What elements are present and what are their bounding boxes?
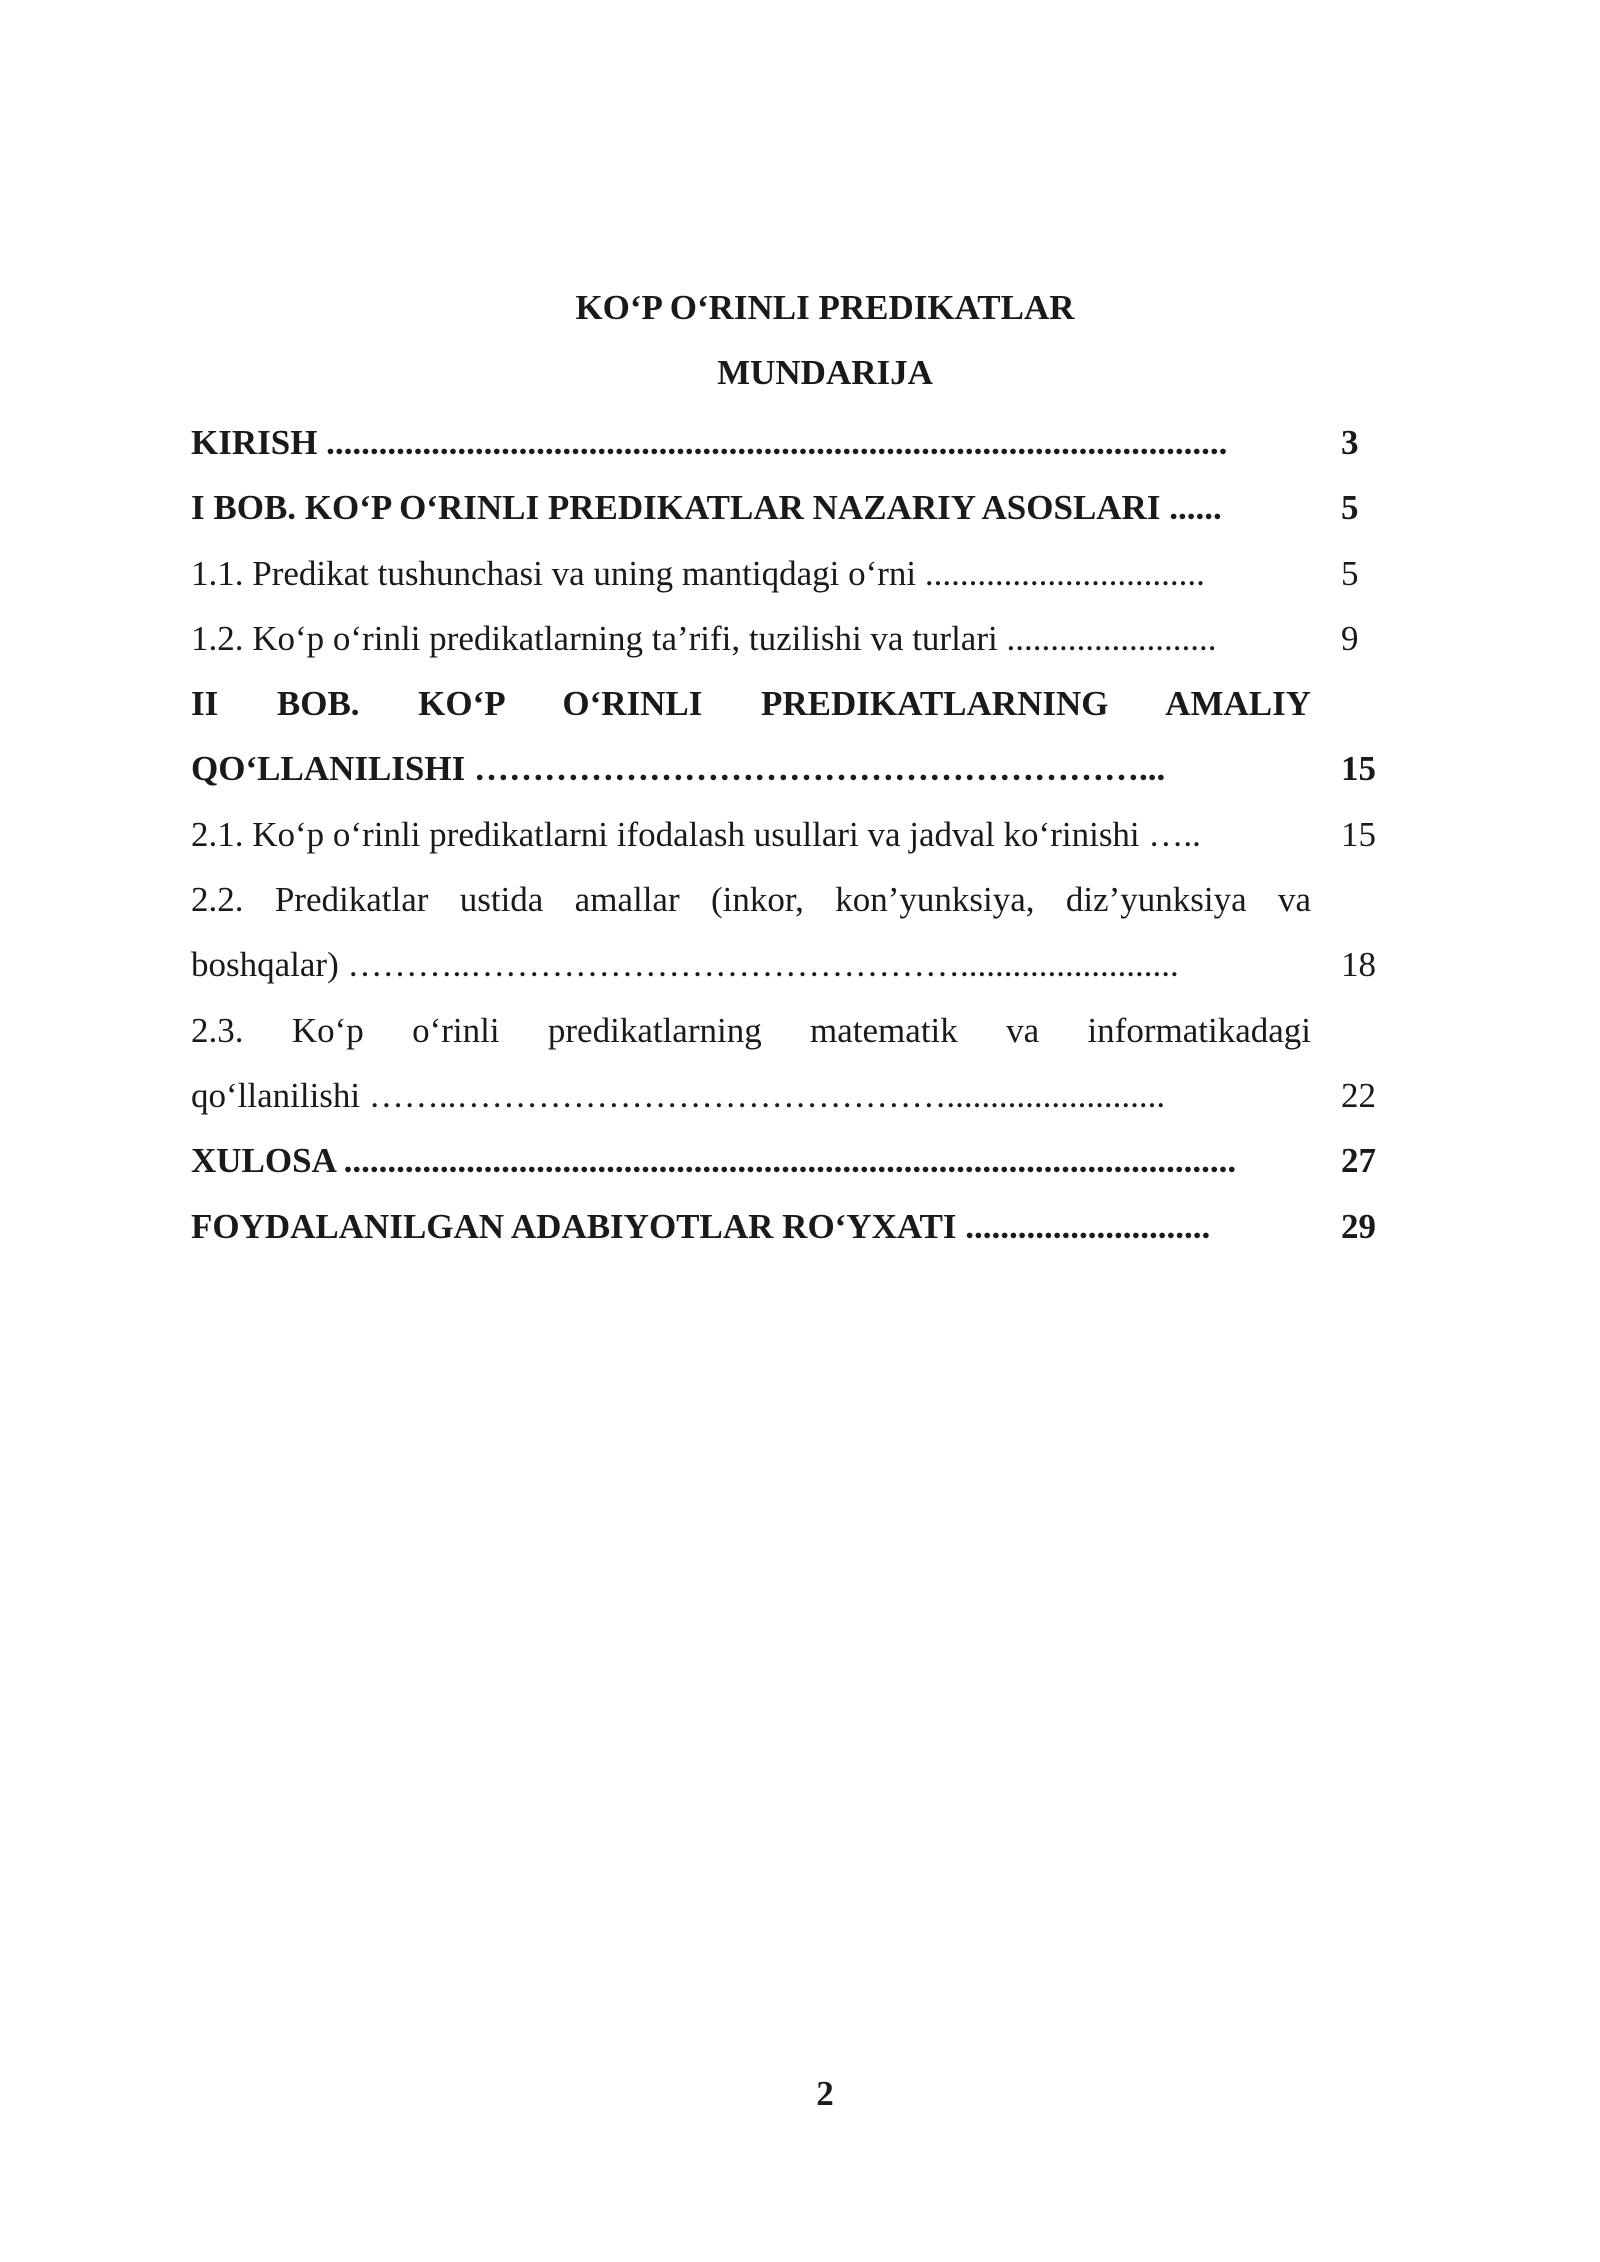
toc-entry-text: FOYDALANILGAN ADABIYOTLAR RO‘YXATI ............................	[191, 1206, 1211, 1246]
toc-entry-text: 1.1. Predikat tushunchasi va uning mantiqdagi o‘rni ................................	[191, 553, 1205, 593]
toc-entry-text: XULOSA ......................................................................................................	[191, 1141, 1237, 1181]
toc-entry-text: 2.3. Ko‘p o‘rinli predikatlarning matematik va informatikadagi	[191, 1010, 1311, 1050]
toc-entry	[191, 1194, 1383, 1259]
toc-entry-page: 15	[1341, 814, 1376, 854]
toc-entry-page: 22	[1341, 1075, 1376, 1115]
toc-entry	[191, 606, 1383, 671]
toc-entry-text: 1.2. Ko‘p o‘rinli predikatlarning ta’rifi, tuzilishi va turlari ........................	[191, 618, 1217, 658]
toc-entry-text: I BOB. KO‘P O‘RINLI PREDIKATLAR NAZARIY ASOSLARI ......	[191, 488, 1222, 528]
toc-entry-text: boshqalar) ………..…………………………………….........................	[191, 945, 1179, 985]
toc-entry-text: 2.1. Ko‘p o‘rinli predikatlarni ifodalash usullari va jadval ko‘rinishi …..	[191, 814, 1201, 854]
toc-entry-page: 5	[1341, 553, 1359, 593]
toc-entry-page: 29	[1341, 1206, 1376, 1246]
toc-entry-text: II BOB. KO‘P O‘RINLI PREDIKATLARNING AMALIY	[191, 684, 1311, 724]
toc-entry	[191, 867, 1383, 932]
table-of-contents	[191, 410, 1383, 1259]
toc-entry	[191, 541, 1383, 606]
toc-entry	[191, 736, 1383, 801]
toc-entry	[191, 671, 1383, 736]
toc-entry-text: KIRISH .......................................................................................................	[191, 423, 1228, 462]
toc-entry	[191, 998, 1383, 1063]
toc-entry-text: 2.2. Predikatlar ustida amallar (inkor, kon’yunksiya, diz’yunksiya va	[191, 880, 1311, 920]
toc-entry-text: qo‘llanilishi ……..…………………………………….........................	[191, 1075, 1166, 1115]
toc-heading: MUNDARIJA	[717, 353, 933, 392]
toc-entry-text: QO‘LLANILISHI …………………………………………………...	[191, 749, 1166, 789]
toc-entry	[191, 1128, 1383, 1193]
toc-entry-page: 5	[1341, 488, 1359, 528]
toc-entry-page: 3	[1341, 423, 1359, 462]
toc-entry-page: 27	[1341, 1141, 1376, 1181]
toc-entry	[191, 1063, 1383, 1128]
toc-entry	[191, 802, 1383, 867]
toc-entry-page: 18	[1341, 945, 1376, 985]
toc-entry	[191, 475, 1383, 540]
toc-entry	[191, 932, 1383, 997]
toc-entry	[191, 410, 1383, 475]
document-title: KO‘P O‘RINLI PREDIKATLAR	[575, 288, 1075, 327]
toc-entry-page: 15	[1341, 749, 1376, 789]
toc-entry-page: 9	[1341, 618, 1359, 658]
page-number: 2	[816, 2074, 834, 2113]
